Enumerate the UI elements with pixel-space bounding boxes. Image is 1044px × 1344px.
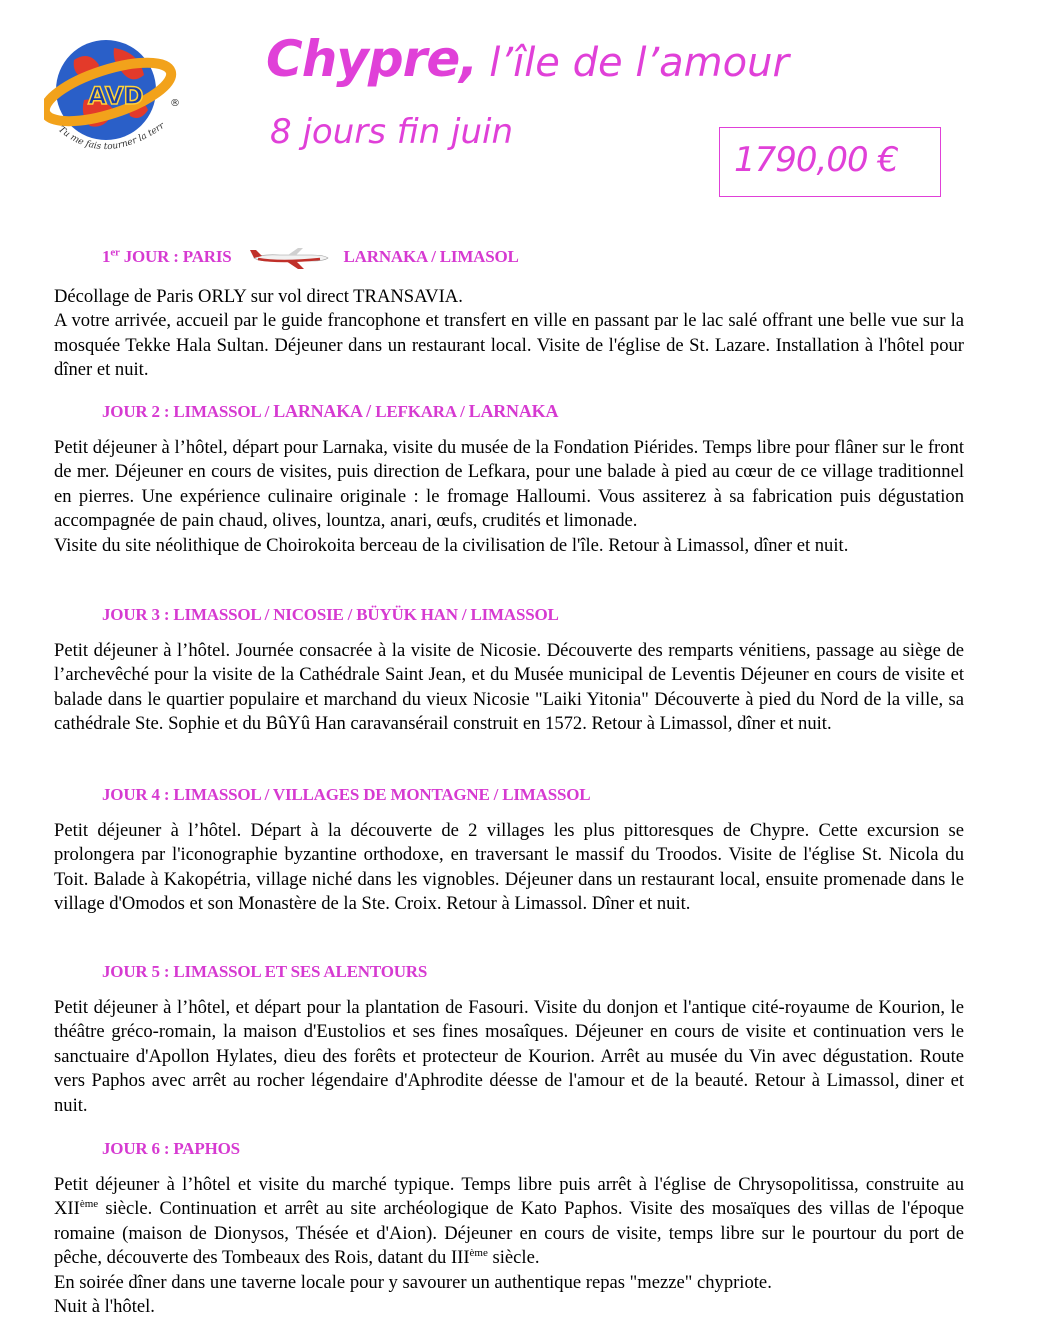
price-box <box>719 127 941 197</box>
day-1-num: 1 <box>102 246 111 266</box>
day-2-heading-b: LARNAKA / <box>273 401 376 421</box>
avd-logo <box>44 30 194 170</box>
page-title <box>266 30 789 88</box>
day-1-heading-right: LARNAKA / LIMASOL <box>343 246 519 266</box>
day-6-sup-1: ème <box>79 1198 99 1211</box>
title-destination: Chypre, <box>266 30 478 88</box>
day-2-heading-d: LARNAKA <box>468 401 559 421</box>
day-6-heading: JOUR 6 : PAPHOS <box>102 1139 240 1158</box>
registered-mark: ® <box>170 98 180 109</box>
day-1-line-1: Décollage de Paris ORLY sur vol direct TRANSAVIA. <box>54 286 463 307</box>
day-1-line-2: A votre arrivée, accueil par le guide francophone et transfert en ville en passant par le lac salé offrant une belle vue sur la mosquée Tekke Hala Sultan. Déjeuner dans un restaurant local. Visite de l'église de St. Lazare. Installation à l'hôtel pour dîner et nuit. <box>54 310 964 381</box>
day-3-description <box>54 639 964 737</box>
airplane-icon <box>250 245 330 271</box>
day-1-section <box>54 245 964 383</box>
day-4-description <box>54 819 964 917</box>
day-3-section <box>54 605 964 737</box>
day-6-text-b: siècle. Continuation et arrêt au site archéologique de Kato Paphos. Visite des mosaïques des villas de l'époque romaine (maison de Dionysos, Thésée et d'Aion). Déjeuner en cours de visite, temps libre sur le pourtour du port de pêche, découverte des Tombeaux des Rois, datant du III <box>54 1198 964 1269</box>
day-1-description <box>54 285 964 383</box>
day-1-heading <box>102 245 964 271</box>
day-6-description <box>54 1173 964 1319</box>
day-6-text-a: Petit déjeuner à l’hôtel et visite du marché typique. Temps libre puis arrêt à l'église de Chrysopolitissa, construite au XII <box>54 1174 964 1220</box>
day-2-line-1: Petit déjeuner à l’hôtel, départ pour Larnaka, visite du musée de la Fondation Piérides. Temps libre pour flâner sur le front de mer. Déjeuner en cours de visites, puis direction de Lefkara, pour une balade à pied au cœur de ce village traditionnel en pierres. Une expérience culinaire originale : le fromage Halloumi. Vous assiterez à sa fabrication puis dégustation accompagnée de pain chaud, olives, lountza, anari, œufs, crudités et limonade. <box>54 437 964 532</box>
day-2-description <box>54 436 964 558</box>
day-5-section <box>54 962 964 1118</box>
day-1-heading-left: JOUR : PARIS <box>119 246 232 266</box>
day-3-heading: JOUR 3 : LIMASSOL / NICOSIE / BÜYÜK HAN / LIMASSOL <box>102 605 559 624</box>
day-6-paragraph-1 <box>54 1173 964 1271</box>
logo-letters: AVD <box>88 82 144 110</box>
day-6-sup-2: ème <box>469 1247 488 1260</box>
day-2-line-2: Visite du site néolithique de Choirokoita berceau de la civilisation de l'île. Retour à Limassol, dîner et nuit. <box>54 534 849 556</box>
globe-logo-icon <box>44 30 194 170</box>
day-3-line-1: Petit déjeuner à l’hôtel. Journée consacrée à la visite de Nicosie. Découverte des remparts vénitiens, passage au siège de l’archevêché pour la visite de la Cathédrale Saint Jean, et du Musée municipal de Leventis Déjeuner en cours de visite et balade dans le quartier populaire et marchand du vieux Nicosie "Laiki Yitonia" Découverte à pied du Nord de la ville, sa cathédrale Ste. Sophie et du BûYû Han caravansérail construit en 1572. Retour à Limassol, dîner et nuit. <box>54 640 964 735</box>
price: 1790,00 € <box>734 140 899 180</box>
day-6-paragraph-3: Nuit à l'hôtel. <box>54 1296 155 1318</box>
day-6-paragraph-2: En soirée dîner dans une taverne locale pour y savourer un authentique repas "mezze" chypriote. <box>54 1271 772 1293</box>
day-2-section <box>54 401 964 558</box>
day-4-section <box>54 785 964 917</box>
logo-slogan: Tu me fais tourner la terr <box>56 121 167 153</box>
day-6-text-c: siècle. <box>487 1247 540 1269</box>
day-2-heading <box>102 401 964 422</box>
day-6-section <box>54 1139 964 1319</box>
day-4-heading: JOUR 4 : LIMASSOL / VILLAGES DE MONTAGNE / LIMASSOL <box>102 785 591 804</box>
title-tagline: l’île de l’amour <box>489 40 789 86</box>
day-2-heading-c: LEFKARA / <box>375 402 469 421</box>
day-4-line-1: Petit déjeuner à l’hôtel. Départ à la découverte de 2 villages les plus pittoresques de Chypre. Cette excursion se prolongera par l'iconographie byzantine orthodoxe, en traversant le massif du Troodos. Visite de l'église St. Nicola du Toit. Balade à Kakopétria, village niché dans les vignobles. Déjeuner dans un restaurant local, ensuite promenade dans le village d'Omodos et son Monastère de la Ste. Croix. Retour à Limassol. Dîner et nuit. <box>54 820 964 915</box>
trip-duration: 8 jours fin juin <box>270 112 514 152</box>
day-5-heading: JOUR 5 : LIMASSOL ET SES ALENTOURS <box>102 962 428 981</box>
day-1-sup: er <box>110 246 120 259</box>
day-5-line-1: Petit déjeuner à l’hôtel, et départ pour la plantation de Fasouri. Visite du donjon et l'antique cité-royaume de Kourion, le théâtre gréco-romain, la maison d'Eustolios et ses fines mosaîques. Déjeuner en cours de visite et continuation vers le sanctuaire d'Apollon Hylates, dieu des forêts et protecteur de Kourion. Arrêt au musée du Vin avec dégustation. Route vers Paphos avec arrêt au rocher légendaire d'Aphrodite déesse de l'amour et de la beauté. Retour à Limassol, diner et nuit. <box>54 997 964 1116</box>
day-5-description <box>54 996 964 1118</box>
day-2-heading-a: JOUR 2 : LIMASSOL / <box>102 402 274 421</box>
